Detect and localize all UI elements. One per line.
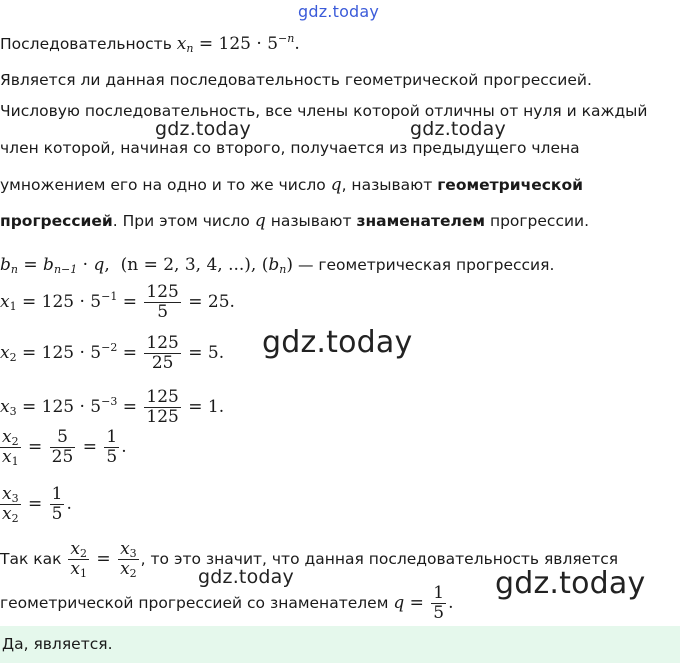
watermark: gdz.today [155,118,251,140]
ratio-x2-x1: $\frac{x_2}{x_1}$ = $\frac{5}{25}$ = $\frac{1}{5}$ . [2,427,127,468]
watermark: gdz.today [410,118,506,140]
definition-line-3: умножением его на одно и то же число q, называют геометрической [0,175,583,195]
geometric-formula: $b_n = b_{n-1} \cdot q$, (n = 2, 3, 4, ...), $(b_n)$ — геометрическая прогрессия. [0,255,555,276]
watermark-top: gdz.today [298,2,380,21]
term-progression: прогрессией [0,212,113,230]
definition-line-2: член которой, начиная со второго, получается из предыдущего члена [0,139,580,157]
question-text: Является ли данная последовательность геометрической прогрессией. [0,71,592,89]
x2-calculation: $x_2 = 125 \cdot 5^{-2}$ = $\frac{125}{25}$ = 5. [0,333,225,373]
sequence-formula: 125 · 5 [218,34,279,54]
term-ratio: знаменателем [356,212,486,230]
watermark: gdz.today [198,566,294,588]
definition-line-4: прогрессией. При этом число q называют знаменателем прогрессии. [0,211,590,231]
definition-line-1: Числовую последовательность, все члены которой отличны от нуля и каждый [0,102,648,120]
conclusion-line-2: геометрической прогрессией со знаменателем q = $\frac{1}{5}$ . [0,583,454,623]
ratio-x3-x2: $\frac{x_3}{x_2}$ = $\frac{1}{5}$ . [2,484,72,525]
answer-text: Да, является. [2,635,113,653]
x3-calculation: $x_3 = 125 \cdot 5^{-3}$ = $\frac{125}{125}$ = 1. [0,387,225,427]
sequence-definition: Последовательность $x_n = 125 \cdot 5^{-n}$. [0,32,300,55]
watermark: gdz.today [495,566,646,601]
answer-box [0,626,680,663]
term-geometric: геометрической [437,176,583,194]
watermark: gdz.today [262,325,413,360]
x1-calculation: $x_1 = 125 \cdot 5^{-1}$ = $\frac{125}{5}$ = 25. [0,282,235,322]
sequence-label: Последовательность [0,35,172,53]
conclusion-line-1: Так как $\frac{x_2}{x_1}$ = $\frac{x_3}{x_2}$ , то это значит, что данная последовательность является [0,539,619,580]
